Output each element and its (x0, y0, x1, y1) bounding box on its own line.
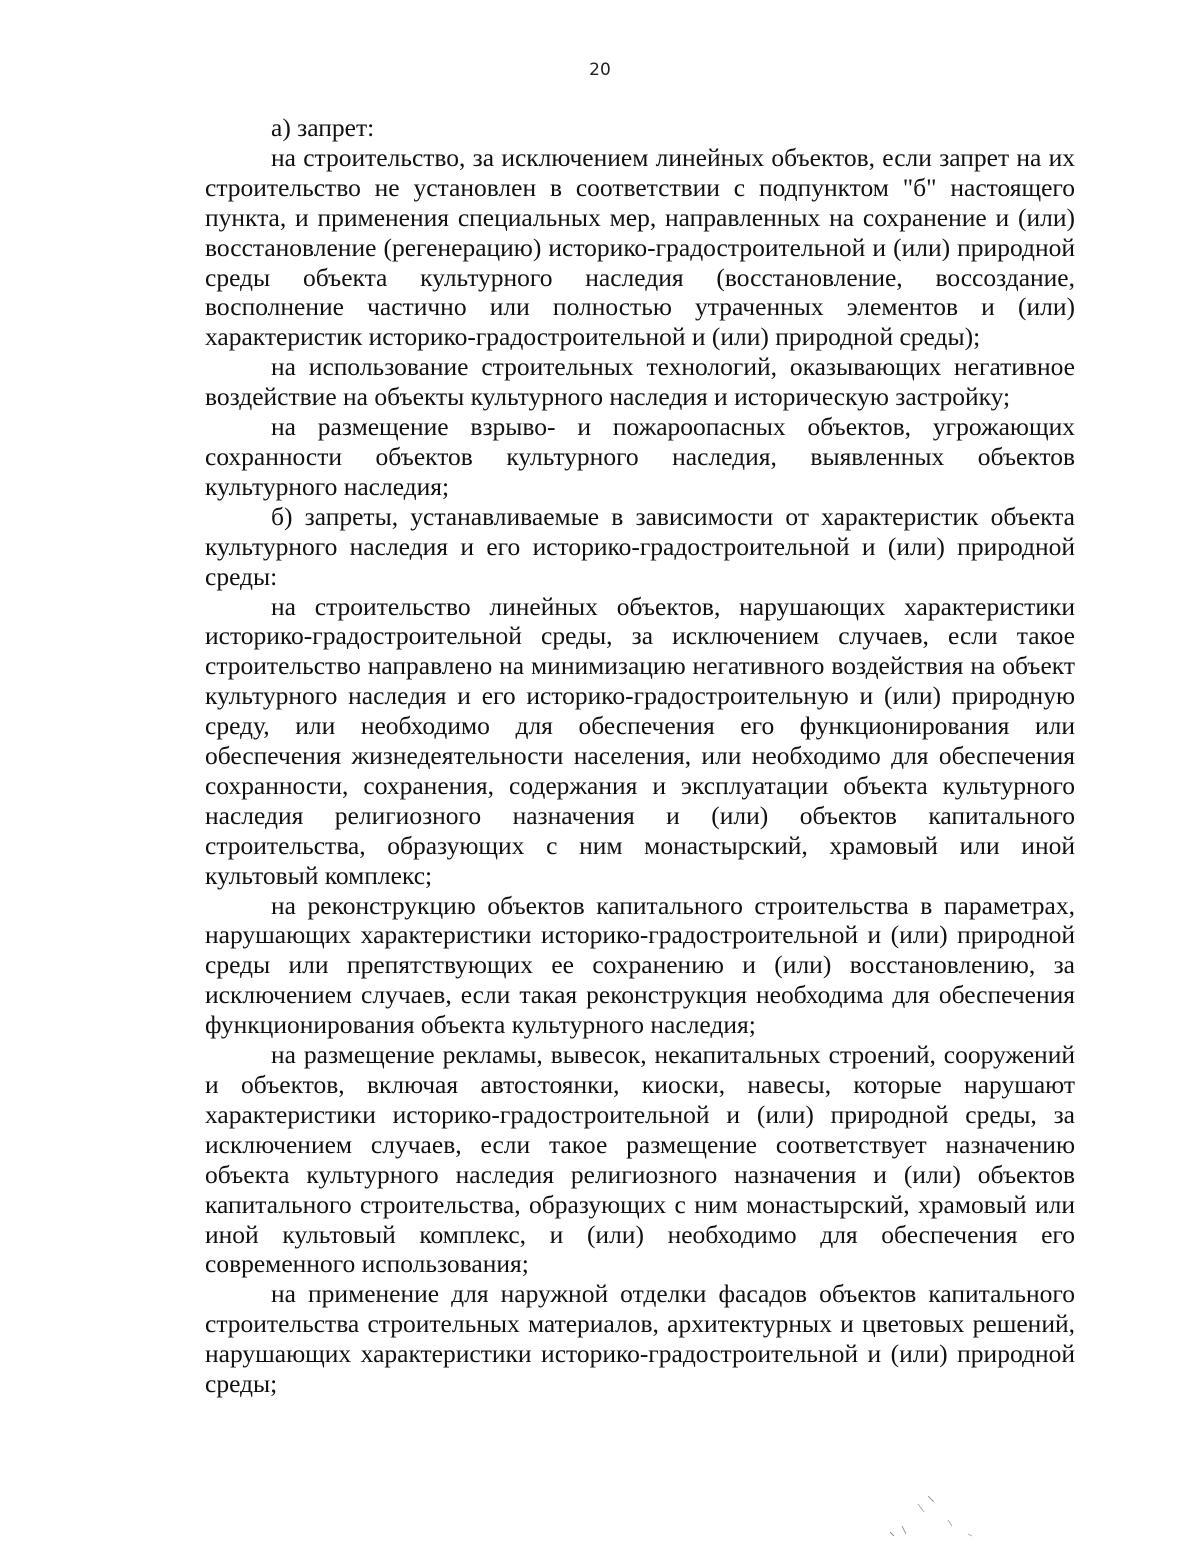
paragraph-construction-ban: на строительство, за исключением линейных объектов, если запрет на их строительство не установлен в соответствии с подпунктом "б" настоящего пункта, и применения специальных мер, направленных на сохранение и (или) восстановление (регенерацию) историко-градостроительной и (или) природной среды объекта культурного наследия (восстановление, воссоздание, восполнение частично или полностью утраченных элементов и (или) характеристик историко-градостроительной и (или) природной среды); (205, 142, 1075, 352)
paragraph-hazardous-objects-ban: на размещение взрыво- и пожароопасных объектов, угрожающих сохранности объектов культурного наследия, выявленных объектов культурного наследия; (205, 412, 1075, 501)
page-number: 20 (589, 60, 611, 80)
paragraph-prohibition-a: а) запрет: (271, 113, 375, 142)
paragraph-reconstruction-ban: на реконструкцию объектов капитального строительства в параметрах, нарушающих характеристики историко-градостроительной и (или) природной среды или препятствующих ее сохранению и (или) восстановлению, за исключением случаев, если такая реконструкция необходима для обеспечения функционирования объекта культурного наследия; (205, 890, 1075, 1040)
paragraph-linear-objects-ban: на строительство линейных объектов, нарушающих характеристики историко-градостроительной среды, за исключением случаев, если такое строительство направлено на минимизацию негативного воздействия на объект культурного наследия и его историко-градостроительную и (или) природную среду, или необходимо для обеспечения его функционирования или обеспечения жизнедеятельности населения, или необходимо для обеспечения сохранности, сохранения, содержания и эксплуатации объекта культурного наследия религиозного назначения и (или) объектов капитального строительства, образующих с ним монастырский, храмовый или иной культовый комплекс; (205, 591, 1075, 890)
paragraph-advertising-ban: на размещение рекламы, вывесок, некапитальных строений, сооружений и объектов, включая автостоянки, киоски, навесы, которые нарушают характеристики историко-градостроительной и (или) природной среды, за исключением случаев, если такое размещение соответствует назначению объекта культурного наследия религиозного назначения и (или) объектов капитального строительства, образующих с ним монастырский, храмовый или иной культовый комплекс, и (или) необходимо для обеспечения его современного использования; (205, 1040, 1075, 1279)
paragraph-technologies-ban: на использование строительных технологий, оказывающих негативное воздействие на объекты культурного наследия и историческую застройку; (205, 352, 1075, 412)
paragraph-facade-materials-ban: на применение для наружной отделки фасадов объектов капитального строительства строительных материалов, архитектурных и цветовых решений, нарушающих характеристики историко-градостроительной и (или) природной среды; (205, 1279, 1075, 1399)
paragraph-prohibitions-b: б) запреты, устанавливаемые в зависимости от характеристик объекта культурного наследия и его историко-градостроительной и (или) природной среды: (205, 501, 1075, 591)
scan-artifact-marks (880, 1490, 980, 1540)
document-body (205, 113, 1075, 1399)
